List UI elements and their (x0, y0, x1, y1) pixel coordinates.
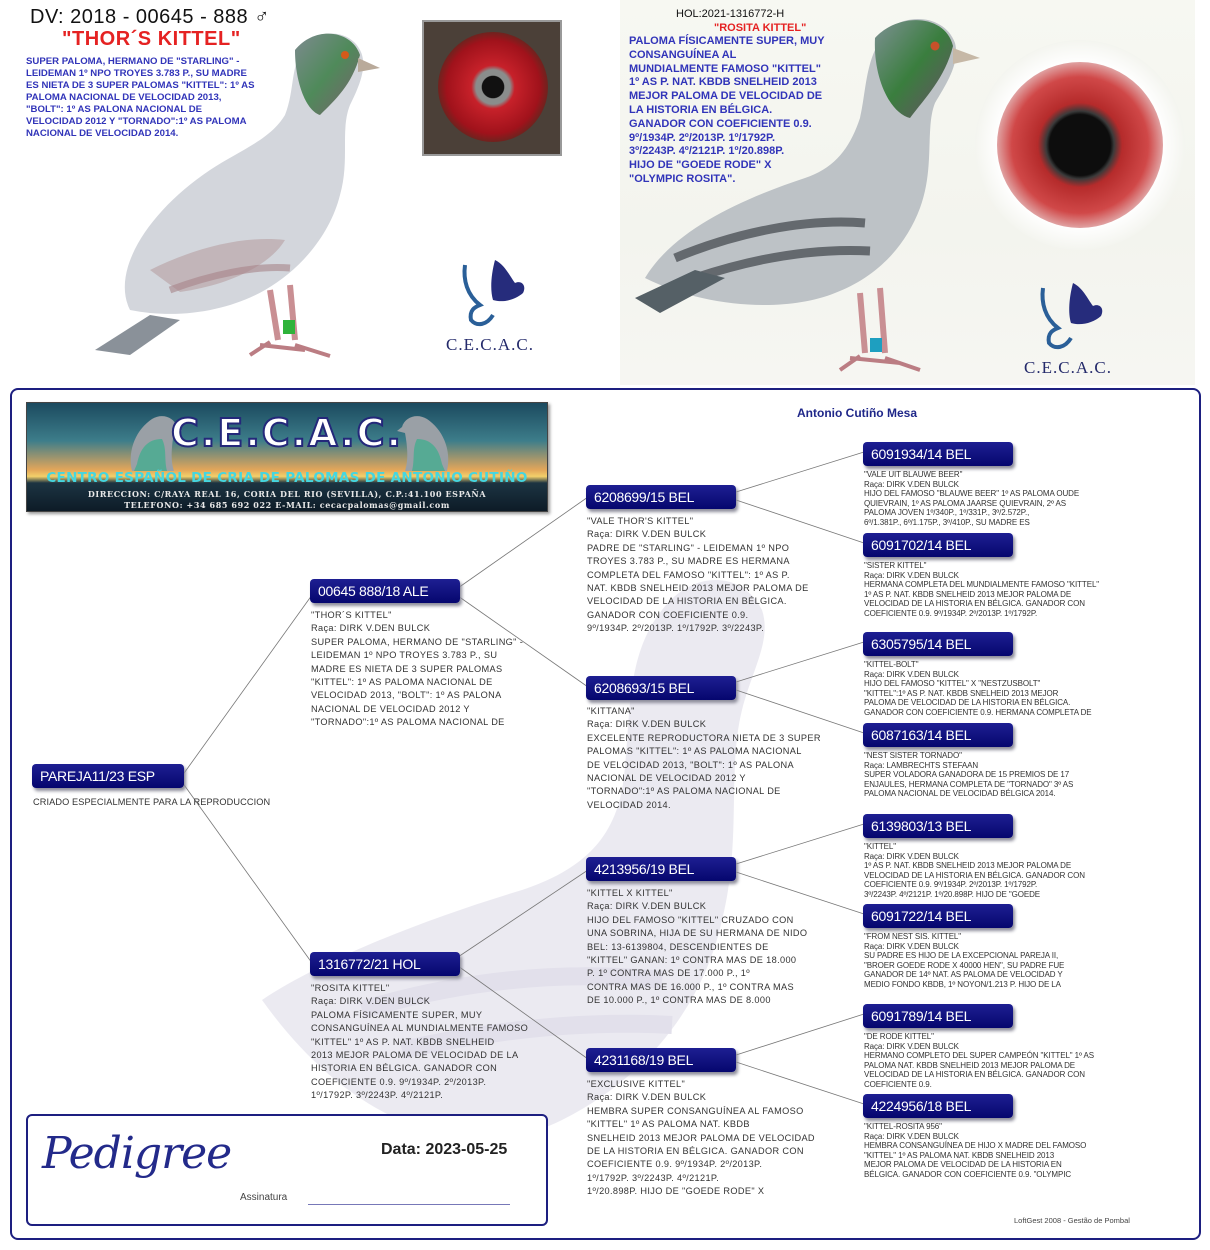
info-line: VELOCIDAD DE LA HISTORIA EN BÉLGICA. GANADOR CON (864, 870, 1085, 880)
ring-badge-sire-dam[interactable]: 6208693/15 BEL (586, 676, 736, 700)
software-credit: LoftGest 2008 - Gestão de Pombal (1014, 1216, 1130, 1225)
info-line: Raça: DIRK V.DEN BULCK (587, 719, 707, 730)
photo-panel-dam (620, 0, 1195, 385)
banner-subtitle: CENTRO ESPAÑOL DE CRIA DE PALOMAS DE ANTONIO CUTIÑO (46, 470, 528, 486)
info-line: SUPER VOLADORA GANADORA DE 15 PREMIOS DE 17 (864, 770, 1070, 780)
info-line: Raça: DIRK V.DEN BULCK (587, 1092, 707, 1103)
info-line: "KITTEL" 1º AS P. NAT. KBDB SNELHEID (311, 1036, 495, 1047)
info-line: "KITTEL" GANAN: 1º CONTRA MAS DE 18.000 (587, 955, 797, 966)
info-line: "BROER GOEDE RODE X 40000 HEN", SU PADRE FUE (864, 960, 1065, 970)
info-line: COMPLETA DEL FAMOSO "KITTEL": 1º AS P. (587, 569, 790, 580)
info-line: SNELHEID 2013 MEJOR PALOMA DE VELOCIDAD (587, 1132, 815, 1143)
info-line: CRIADO ESPECIALMENTE PARA LA REPRODUCCION (33, 797, 271, 807)
info-line: "TORNADO":1º AS PALOMA NACIONAL DE (587, 786, 781, 797)
info-line: COEFICIENTE 0.9. 9º/1934P. 2º/2013P. (311, 1076, 487, 1087)
info-line: VELOCIDAD DE LA HISTORIA EN BÉLGICA. (587, 596, 787, 607)
dove-icon (1013, 278, 1123, 353)
desc-line: MUNDIALMENTE FAMOSO "KITTEL" (629, 62, 821, 75)
photo-panel-sire (0, 0, 600, 385)
info-line: "DE RODE KITTEL" (864, 1032, 934, 1041)
ring-badge-dam-dam[interactable]: 4231168/19 BEL (586, 1048, 736, 1072)
info-line: 1º/1792P. 3º/2243P. 4º/2121P. (311, 1090, 444, 1101)
info-line: HERMANO COMPLETO DEL SUPER CAMPEÓN "KITTEL" 1º AS (864, 1051, 1094, 1061)
info-line: "KITTEL" 1º AS PALOMA NAT. KBDB SNELHEID 2013 (864, 1150, 1055, 1160)
bird-info-great-grandparent (864, 842, 1085, 900)
info-line: PALOMA DE VELOCIDAD DE LA HISTORIA EN BÉLGICA. (864, 698, 1071, 708)
info-line: 1º/1792P. 3º/2243P. 4º/2121P. (587, 1172, 720, 1183)
info-line: MADRE ES NIETA DE 3 SUPER PALOMAS (311, 663, 503, 674)
info-line: DE 10.000 P., 1º CONTRA MAS DE 8.000 (587, 995, 771, 1006)
desc-line: SUPER PALOMA, HERMANO DE "STARLING" - (26, 56, 240, 67)
info-line: VELOCIDAD DE LA HISTORIA EN BÉLGICA. GANADOR CON (864, 599, 1085, 609)
info-line: NACIONAL DE VELOCIDAD 2012 Y (587, 773, 746, 784)
eye-photo-dam (975, 40, 1185, 250)
info-line: "SISTER KITTEL" (864, 561, 927, 570)
info-line: DE LA HISTORIA EN BÉLGICA. GANADOR CON (587, 1146, 804, 1157)
bird-info-subject (33, 796, 270, 809)
info-line: TROYES 3.783 P., SU MADRE ES HERMANA (587, 556, 790, 567)
info-line: "THOR´S KITTEL" (311, 610, 392, 620)
info-line: "ROSITA KITTEL" (311, 983, 390, 993)
desc-line: 9º/1934P. 2º/2013P. 1º/1792P. (629, 131, 776, 144)
info-line: "KITTEL-BOLT" (864, 660, 919, 669)
bird-info-sire-dam (587, 705, 821, 812)
ring-badge-great-grandparent[interactable]: 6091789/14 BEL (863, 1004, 1013, 1028)
info-line: "KITTEL" 1º AS PALOMA NAT. KBDB (587, 1119, 750, 1130)
ring-badge-sire-sire[interactable]: 6208699/15 BEL (586, 485, 736, 509)
info-line: Raça: DIRK V.DEN BULCK (864, 851, 959, 861)
info-line: "EXCLUSIVE KITTEL" (587, 1079, 686, 1089)
info-line: "TORNADO":1º AS PALOMA NACIONAL DE (311, 717, 505, 728)
info-line: Raça: LAMBRECHTS STEFAAN (864, 760, 979, 770)
bird-info-great-grandparent (864, 660, 1092, 718)
info-line: PADRE DE "STARLING" - LEIDEMAN 1º NPO (587, 542, 790, 553)
ring-badge-great-grandparent[interactable]: 6091934/14 BEL (863, 442, 1013, 466)
desc-line: NACIONAL DE VELOCIDAD 2014. (26, 128, 179, 139)
info-line: MEJOR PALOMA DE VELOCIDAD DE LA HISTORIA EN (864, 1160, 1062, 1170)
info-line: ENJAULES, HERMANA COMPLETA DE "TORNADO" 3º AS (864, 779, 1074, 789)
info-line: Raça: DIRK V.DEN BULCK (864, 941, 959, 951)
info-line: P. 1º CONTRA MAS DE 17.000 P., 1º (587, 968, 750, 979)
info-line: COEFICIENTE 0.9. (864, 1079, 932, 1089)
bird-info-sire-sire (587, 515, 809, 636)
ring-badge-great-grandparent[interactable]: 4224956/18 BEL (863, 1094, 1013, 1118)
info-line: COEFICIENTE 0.9. 9º/1934P. 2º/2013P. 1º/1792P. (864, 608, 1038, 618)
banner-title: C.E.C.A.C. (171, 411, 403, 455)
info-line: PALOMAS "KITTEL": 1º AS PALOMA NACIONAL (587, 746, 802, 757)
info-line: Raça: DIRK V.DEN BULCK (864, 669, 959, 679)
info-line: 1º/20.898P. HIJO DE "GOEDE RODE" X (587, 1186, 765, 1197)
info-line: GANADOR CON COEFICIENTE 0.9. (587, 609, 749, 620)
dove-icon (435, 255, 545, 330)
info-line: COEFICIENTE 0.9. 9º/1934P. 2º/2013P. 1º/1792P. (864, 880, 1038, 890)
ring-badge-dam-sire[interactable]: 4213956/19 BEL (586, 857, 736, 881)
info-line: "FROM NEST SIS. KITTEL" (864, 932, 962, 941)
info-line: EXCELENTE REPRODUCTORA NIETA DE 3 SUPER (587, 732, 821, 743)
info-line: 2013 MEJOR PALOMA DE VELOCIDAD DE LA (311, 1050, 519, 1061)
info-line: 9º/1934P. 2º/2013P. 1º/1792P. 3º/2243P. (587, 623, 765, 634)
info-line: SUPER PALOMA, HERMANO DE "STARLING" - (311, 636, 524, 647)
pedigree-signature-box (26, 1114, 548, 1226)
pigeon-photo-dam (635, 8, 995, 383)
bird-info-great-grandparent (864, 1032, 1094, 1090)
info-line: Raça: DIRK V.DEN BULCK (864, 1041, 959, 1051)
desc-line: LEIDEMAN 1º NPO TROYES 3.783 P., SU MADRE (26, 68, 247, 79)
info-line: GANADOR DE 14º NAT. AS PALOMA DE VELOCIDAD Y (864, 970, 1063, 980)
desc-line: 3º/2243P. 4º/2121P. 1º/20.898P. (629, 145, 785, 158)
info-line: DE VELOCIDAD 2013, "BOLT": 1º AS PALONA (587, 759, 795, 770)
bird-info-great-grandparent (864, 1122, 1086, 1180)
info-line: NACIONAL DE VELOCIDAD 2012 Y (311, 703, 470, 714)
desc-line: VELOCIDAD 2012 Y "TORNADO":1º AS PALOMA (26, 116, 247, 127)
info-line: "KITTEL":1º AS P. NAT. KBDB SNELHEID 2013 MEJOR (864, 688, 1059, 698)
info-line: PALOMA NACIONAL DE VELOCIDAD BÉLGICA 2014. (864, 789, 1056, 799)
bird-info-dam-dam (587, 1078, 815, 1199)
info-line: QUIEVRAIN, 1º AS PALOMA JAARSE QUIEVRAIN, 2º AS (864, 498, 1066, 508)
ring-badge-subject[interactable]: PAREJA11/23 ESP (32, 764, 184, 788)
bird-info-great-grandparent (864, 470, 1079, 528)
ring-badge-great-grandparent[interactable]: 6305795/14 BEL (863, 632, 1013, 656)
cecac-logo-text: C.E.C.A.C. (446, 335, 534, 354)
info-line: HISTORIA EN BÉLGICA. GANADOR CON (311, 1063, 498, 1074)
info-line: "VALE THOR'S KITTEL" (587, 516, 694, 526)
bird-info-great-grandparent (864, 561, 1099, 619)
info-line: VELOCIDAD 2013, "BOLT": 1º AS PALONA (311, 690, 502, 701)
info-line: Raça: DIRK V.DEN BULCK (864, 479, 959, 489)
ring-badge-sire[interactable]: 00645 888/18 ALE (310, 579, 460, 603)
info-line: CONSANGUÍNEA AL MUNDIALMENTE FAMOSO (311, 1023, 529, 1034)
desc-line: PALOMA FÍSICAMENTE SUPER, MUY (629, 35, 825, 47)
info-line: VELOCIDAD 2014. (587, 799, 671, 810)
bird-info-great-grandparent (864, 932, 1064, 990)
bird-info-great-grandparent (864, 751, 1073, 799)
info-line: Raça: DIRK V.DEN BULCK (311, 996, 431, 1007)
info-line: "VALE UIT BLAUWE BEER" (864, 470, 963, 479)
sire-photo-name: "THOR´S KITTEL" (62, 28, 241, 50)
banner-contact: TELEFONO: +34 685 692 022 E-MAIL: cecacpalomas@gmail.com (124, 500, 450, 510)
info-line: Raça: DIRK V.DEN BULCK (587, 901, 707, 912)
desc-line: "OLYMPIC ROSITA". (629, 172, 736, 185)
info-line: COEFICIENTE 0.9. 9º/1934P. 2º/2013P. (587, 1159, 763, 1170)
info-line: HERMANA COMPLETA DEL MUNDIALMENTE FAMOSO "KITTEL" (864, 580, 1100, 590)
banner-address: DIRECCION: C/RAYA REAL 16, CORIA DEL RIO (SEVILLA), C.P.:41.100 ESPAÑA (87, 489, 487, 499)
ring-badge-great-grandparent[interactable]: 6091722/14 BEL (863, 904, 1013, 928)
info-line: PALOMA NAT. KBDB SNELHEID 2013 MEJOR PALOMA DE (864, 1060, 1076, 1070)
info-line: "KITTEL": 1º AS PALOMA NACIONAL DE (311, 677, 493, 688)
info-line: 6º/1.381P., 6º/1.175P., 3º/410P., SU MADRE ES (864, 517, 1030, 527)
info-line: HIJO DEL FAMOSO "KITTEL" CRUZADO CON (587, 914, 794, 925)
cecac-logo-dam (1013, 278, 1123, 378)
info-line: 1º AS P. NAT. KBDB SNELHEID 2013 MEJOR PALOMA DE (864, 861, 1072, 871)
desc-line: LA HISTORIA EN BÉLGICA. (629, 103, 773, 116)
info-line: HEMBRA SUPER CONSANGUÍNEA AL FAMOSO (587, 1105, 804, 1116)
eye-photo-sire (422, 20, 562, 156)
pedigree-sheet (10, 388, 1201, 1240)
info-line: VELOCIDAD DE LA HISTORIA EN BÉLGICA. GANADOR CON (864, 1070, 1085, 1080)
info-line: Raça: DIRK V.DEN BULCK (864, 1131, 959, 1141)
info-line: 3º/2243P. 4º/2121P. 1º/20.898P. HIJO DE "GOEDE (864, 889, 1041, 899)
cecac-logo-sire (435, 255, 545, 355)
desc-line: 1º AS P. NAT. KBDB SNELHEID 2013 (629, 76, 817, 89)
info-line: GANADOR CON COEFICIENTE 0.9. HERMANA COMPLETA DE (864, 707, 1092, 717)
print-date: Data: 2023-05-25 (381, 1141, 508, 1158)
info-line: HIJO DEL FAMOSO "KITTEL" X "NESTZUSBOLT" (864, 679, 1041, 689)
info-line: BEL: 13-6139804, DESCENDIENTES DE (587, 941, 769, 952)
dam-photo-name: "ROSITA KITTEL" (714, 22, 807, 34)
info-line: CONTRA MAS DE 16.000 P., 1º CONTRA MAS (587, 981, 794, 992)
ring-badge-dam[interactable]: 1316772/21 HOL (310, 952, 460, 976)
info-line: HIJO DEL FAMOSO "BLAUWE BEER" 1º AS PALOMA OUDE (864, 489, 1080, 499)
desc-line: MEJOR PALOMA DE VELOCIDAD DE (629, 90, 823, 103)
desc-line: GANADOR CON COEFICIENTE 0.9. (629, 117, 812, 130)
info-line: Raça: DIRK V.DEN BULCK (864, 570, 959, 580)
info-line: "KITTEL X KITTEL" (587, 888, 673, 898)
bird-info-sire (311, 609, 523, 730)
dam-photo-ring: HOL:2021-1316772-H (676, 8, 785, 20)
bird-info-dam (311, 982, 528, 1103)
info-line: "NEST SISTER TORNADO" (864, 751, 962, 760)
owner-name: Antonio Cutiño Mesa (797, 406, 917, 420)
desc-line: CONSANGUÍNEA AL (629, 48, 737, 61)
info-line: 1º AS P. NAT. KBDB SNELHEID 2013 MEJOR PALOMA DE (864, 589, 1072, 599)
cecac-logo-text: C.E.C.A.C. (1024, 358, 1112, 377)
info-line: NAT. KBDB SNELHEID 2013 MEJOR PALOMA DE (587, 583, 809, 594)
info-line: "KITTEL" (864, 842, 896, 851)
info-line: "KITTEL-ROSITA 956" (864, 1122, 942, 1131)
pedigree-script-title: Pedigree (42, 1128, 232, 1179)
desc-line: HIJO DE "GOEDE RODE" X (629, 159, 772, 172)
bird-info-dam-sire (587, 887, 807, 1008)
cecac-banner (26, 402, 548, 512)
info-line: PALOMA FÍSICAMENTE SUPER, MUY (311, 1009, 483, 1020)
info-line: Raça: DIRK V.DEN BULCK (311, 623, 431, 634)
desc-line: "BOLT": 1º AS PALONA NACIONAL DE (26, 104, 203, 115)
info-line: BÉLGICA. GANADOR CON COEFICIENTE 0.9. "OLYMPIC (864, 1169, 1072, 1179)
ring-badge-great-grandparent[interactable]: 6087163/14 BEL (863, 723, 1013, 747)
info-line: "KITTANA" (587, 706, 635, 716)
signature-label: Assinatura (240, 1192, 288, 1203)
info-line: PALOMA JOVEN 1º/340P., 1º/331P., 3º/2.572P., (864, 508, 1030, 518)
info-line: MEDIO FONDO KBDB, 1º NOYON/1.213 P. HIJO DE LA (864, 979, 1061, 989)
info-line: HEMBRA CONSANGUÍNEA DE HIJO X MADRE DEL FAMOSO (864, 1141, 1087, 1151)
signature-line[interactable] (308, 1204, 510, 1205)
desc-line: ES NIETA DE 3 SUPER PALOMAS "KITTEL": 1º AS (26, 80, 255, 91)
info-line: LEIDEMAN 1º NPO TROYES 3.783 P., SU (311, 650, 498, 661)
info-line: SU PADRE ES HIJO DE LA EXCEPCIONAL PAREJA II, (864, 951, 1059, 961)
pigeon-photo-sire (90, 20, 410, 370)
info-line: Raça: DIRK V.DEN BULCK (587, 529, 707, 540)
desc-line: PALOMA NACIONAL DE VELOCIDAD 2013, (26, 92, 222, 103)
sire-photo-ring: DV: 2018 - 00645 - 888 ♂ (30, 6, 270, 28)
ring-badge-great-grandparent[interactable]: 6091702/14 BEL (863, 533, 1013, 557)
ring-badge-great-grandparent[interactable]: 6139803/13 BEL (863, 814, 1013, 838)
info-line: UNA SOBRINA, HIJA DE SU HERMANA DE NIDO (587, 928, 808, 939)
